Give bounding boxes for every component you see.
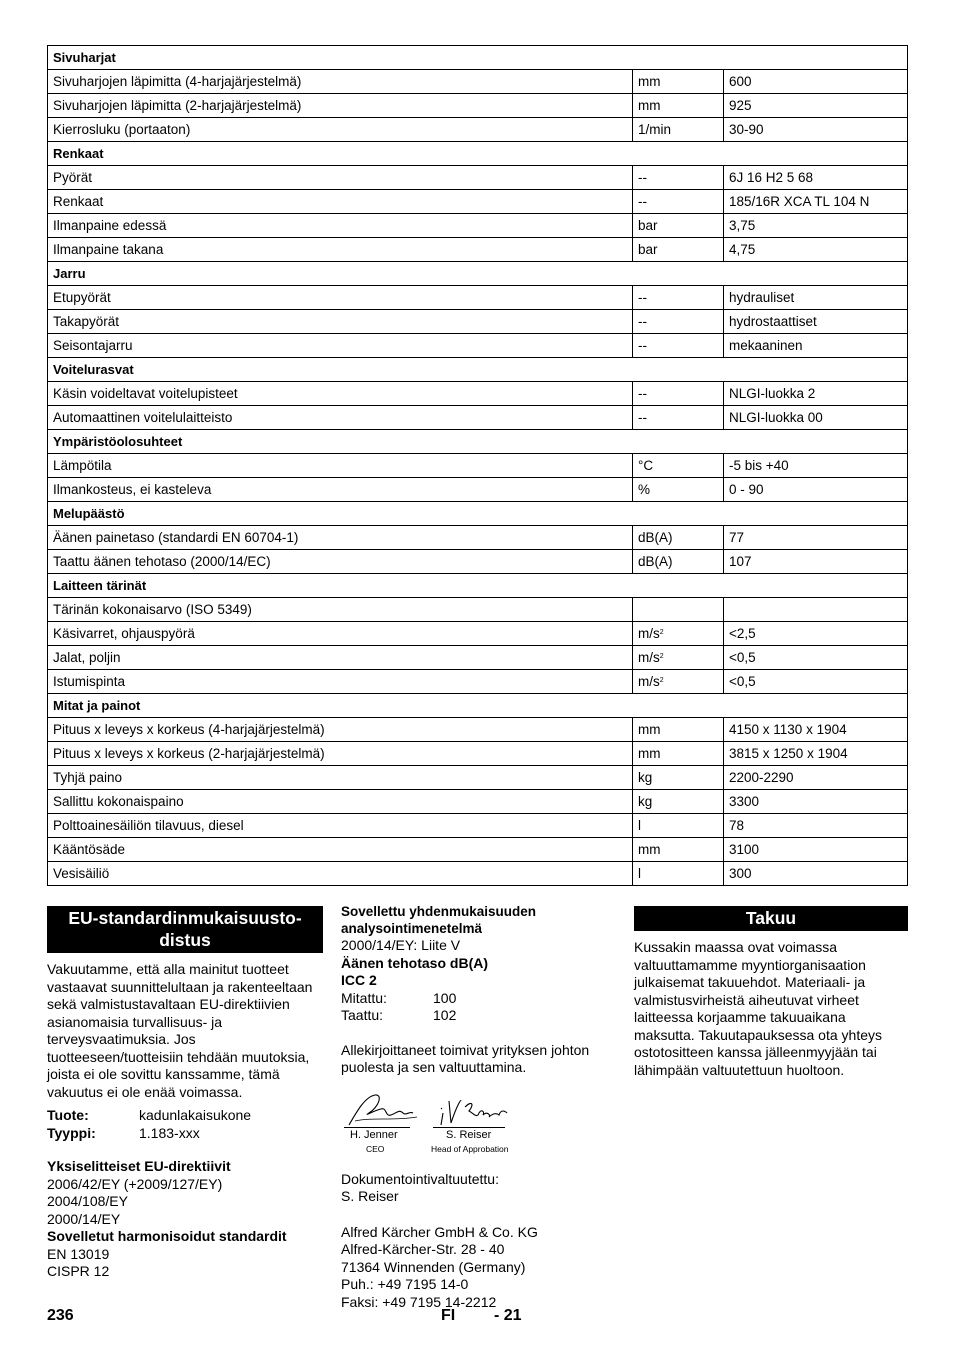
table-row xyxy=(48,190,908,214)
spec-unit xyxy=(633,622,724,646)
spec-label: Automaattinen voitelulaitteisto xyxy=(48,406,633,430)
product-label: Tuote: xyxy=(47,1107,89,1123)
noise-heading: Äänen tehotaso dB(A) xyxy=(341,954,488,971)
method-heading xyxy=(341,903,609,937)
spec-label: Sallittu kokonaispaino xyxy=(48,790,633,814)
section-title: Ympäristöolosuhteet xyxy=(48,430,908,454)
section-header-row xyxy=(48,358,908,382)
spec-unit-text: mm xyxy=(638,842,661,857)
table-row xyxy=(48,286,908,310)
table-row xyxy=(48,454,908,478)
spec-unit xyxy=(633,190,724,214)
spec-unit-text: m/s xyxy=(638,626,660,641)
spec-value: 30-90 xyxy=(724,118,908,142)
spec-unit xyxy=(633,718,724,742)
table-row xyxy=(48,214,908,238)
spec-label: Käsin voideltavat voitelupisteet xyxy=(48,382,633,406)
spec-unit xyxy=(633,94,724,118)
doc-auth-name: S. Reiser xyxy=(341,1188,399,1204)
eu-declaration-heading-text: EU-standardinmukaisuusto-distus xyxy=(68,908,302,950)
spec-unit xyxy=(633,838,724,862)
unit-superscript: 2 xyxy=(659,629,664,636)
spec-unit-text: -- xyxy=(638,170,647,185)
spec-label: Polttoainesäiliön tilavuus, diesel xyxy=(48,814,633,838)
spec-value: 2200-2290 xyxy=(724,766,908,790)
company-phone: Puh.: +49 7195 14-0 xyxy=(341,1276,469,1292)
spec-label: Pituus x leveys x korkeus (2-harjajärjestelmä) xyxy=(48,742,633,766)
spec-unit-text: -- xyxy=(638,314,647,329)
spec-unit xyxy=(633,814,724,838)
section-title: Mitat ja painot xyxy=(48,694,908,718)
spec-label: Renkaat xyxy=(48,190,633,214)
spec-unit-text: -- xyxy=(638,194,647,209)
spec-label: Ilmankosteus, ei kasteleva xyxy=(48,478,633,502)
table-row xyxy=(48,766,908,790)
spec-value: NLGI-luokka 2 xyxy=(724,382,908,406)
spec-unit xyxy=(633,862,724,886)
spec-value: 6J 16 H2 5 68 xyxy=(724,166,908,190)
spec-unit-text: l xyxy=(638,818,641,833)
guaranteed-row xyxy=(341,1007,609,1025)
spec-unit-text: bar xyxy=(638,218,658,233)
table-row xyxy=(48,814,908,838)
spec-unit xyxy=(633,790,724,814)
spec-unit-text: °C xyxy=(638,458,654,473)
spec-unit-text: l xyxy=(638,866,641,881)
spec-unit-text: dB(A) xyxy=(638,554,673,569)
spec-unit-text: -- xyxy=(638,290,647,305)
spec-unit xyxy=(633,598,724,622)
language-code: FI xyxy=(441,1307,456,1324)
measured-row xyxy=(341,990,609,1008)
spec-label: Ilmanpaine edessä xyxy=(48,214,633,238)
company-fax: Faksi: +49 7195 14-2212 xyxy=(341,1293,497,1310)
directive-item: 2006/42/EY (+2009/127/EY) xyxy=(47,1175,223,1192)
signer2-name: S. Reiser xyxy=(446,1128,492,1141)
table-row xyxy=(48,598,908,622)
spec-label: Tärinän kokonaisarvo (ISO 5349) xyxy=(48,598,633,622)
warranty-heading xyxy=(634,906,908,931)
spec-unit-text: m/s xyxy=(638,650,660,665)
spec-unit xyxy=(633,238,724,262)
spec-label: Sivuharjojen läpimitta (2-harjajärjestelmä) xyxy=(48,94,633,118)
table-row xyxy=(48,478,908,502)
section-title: Sivuharjat xyxy=(48,46,908,70)
spec-label: Takapyörät xyxy=(48,310,633,334)
standard-item: EN 13019 xyxy=(47,1245,110,1262)
spec-label: Tyhjä paino xyxy=(48,766,633,790)
spec-label: Istumispinta xyxy=(48,670,633,694)
table-row xyxy=(48,862,908,886)
spec-label: Äänen painetaso (standardi EN 60704-1) xyxy=(48,526,633,550)
table-row xyxy=(48,406,908,430)
spec-unit xyxy=(633,670,724,694)
section-title: Melupäästö xyxy=(48,502,908,526)
measured-label: Mitattu: xyxy=(341,989,387,1006)
eu-declaration-column xyxy=(47,906,323,1281)
spec-unit xyxy=(633,646,724,670)
signature-jenner-icon xyxy=(343,1091,423,1131)
table-row xyxy=(48,310,908,334)
spec-label: Sivuharjojen läpimitta (4-harjajärjestelmä) xyxy=(48,70,633,94)
table-row xyxy=(48,70,908,94)
table-row xyxy=(48,382,908,406)
page-number-total: 236 xyxy=(47,1307,74,1324)
spec-label: Pituus x leveys x korkeus (4-harjajärjestelmä) xyxy=(48,718,633,742)
spec-label: Käsivarret, ohjauspyörä xyxy=(48,622,633,646)
spec-value: mekaaninen xyxy=(724,334,908,358)
spec-value: 4150 x 1130 x 1904 xyxy=(724,718,908,742)
table-row xyxy=(48,238,908,262)
table-row xyxy=(48,670,908,694)
spec-value: 107 xyxy=(724,550,908,574)
table-row xyxy=(48,742,908,766)
section-title: Voitelurasvat xyxy=(48,358,908,382)
spec-value: <0,5 xyxy=(724,646,908,670)
directive-item: 2000/14/EY xyxy=(47,1210,121,1227)
table-row xyxy=(48,622,908,646)
conformity-column xyxy=(341,903,609,1311)
spec-unit-text: kg xyxy=(638,794,653,809)
spec-value: 0 - 90 xyxy=(724,478,908,502)
spec-unit-text: -- xyxy=(638,386,647,401)
spec-unit xyxy=(633,742,724,766)
spec-label: Seisontajarru xyxy=(48,334,633,358)
directives-heading: Yksiselitteiset EU-direktiivit xyxy=(47,1158,231,1174)
company-name: Alfred Kärcher GmbH & Co. KG xyxy=(341,1223,538,1240)
signer1-name: H. Jenner xyxy=(350,1128,398,1141)
spec-unit-text: -- xyxy=(638,338,647,353)
spec-value: <0,5 xyxy=(724,670,908,694)
spec-value: hydrauliset xyxy=(724,286,908,310)
spec-unit-text: m/s xyxy=(638,674,660,689)
table-row xyxy=(48,94,908,118)
spec-unit xyxy=(633,118,724,142)
standards-heading: Sovelletut harmonisoidut standardit xyxy=(47,1228,287,1244)
spec-value: 78 xyxy=(724,814,908,838)
product-value: kadunlakaisukone xyxy=(139,1107,252,1123)
icc-class: ICC 2 xyxy=(341,972,377,988)
spec-unit xyxy=(633,310,724,334)
page-number-local: - 21 xyxy=(494,1307,522,1324)
eu-declaration-heading xyxy=(47,906,323,953)
table-row xyxy=(48,118,908,142)
section-header-row xyxy=(48,502,908,526)
spec-value: NLGI-luokka 00 xyxy=(724,406,908,430)
spec-unit-text: mm xyxy=(638,98,661,113)
signatories-text: Allekirjoittaneet toimivat yrityksen johton puolesta ja sen valtuuttamina. xyxy=(341,1041,590,1075)
spec-unit-text: % xyxy=(638,482,651,497)
spec-value: <2,5 xyxy=(724,622,908,646)
table-row xyxy=(48,166,908,190)
standard-item: CISPR 12 xyxy=(47,1263,110,1279)
section-header-row xyxy=(48,46,908,70)
spec-label: Pyörät xyxy=(48,166,633,190)
spec-label: Kierrosluku (portaaton) xyxy=(48,118,633,142)
guaranteed-label: Taattu: xyxy=(341,1007,384,1023)
spec-unit xyxy=(633,478,724,502)
method-value: 2000/14/EY: Liite V xyxy=(341,937,461,953)
company-street: Alfred-Kärcher-Str. 28 - 40 xyxy=(341,1241,505,1257)
spec-value: 3100 xyxy=(724,838,908,862)
spec-label: Vesisäiliö xyxy=(48,862,633,886)
spec-unit xyxy=(633,70,724,94)
doc-auth-label: Dokumentointivaltuutettu: xyxy=(341,1170,499,1187)
spec-unit-text: mm xyxy=(638,746,661,761)
table-row xyxy=(48,334,908,358)
spec-unit xyxy=(633,766,724,790)
section-header-row xyxy=(48,142,908,166)
section-header-row xyxy=(48,694,908,718)
spec-unit-text: bar xyxy=(638,242,658,257)
table-row xyxy=(48,838,908,862)
signer1-title: CEO xyxy=(366,1143,385,1154)
spec-unit-text: 1/min xyxy=(638,122,672,137)
spec-label: Kääntösäde xyxy=(48,838,633,862)
guaranteed-value: 102 xyxy=(433,1007,457,1023)
type-value: 1.183-xxx xyxy=(139,1124,200,1141)
spec-value: 3815 x 1250 x 1904 xyxy=(724,742,908,766)
section-title: Laitteen tärinät xyxy=(48,574,908,598)
spec-unit xyxy=(633,454,724,478)
spec-value: hydrostaattiset xyxy=(724,310,908,334)
product-row xyxy=(47,1107,323,1125)
spec-unit xyxy=(633,214,724,238)
spec-label: Lämpötila xyxy=(48,454,633,478)
spec-unit xyxy=(633,166,724,190)
signature-line xyxy=(433,1127,505,1128)
unit-superscript: 2 xyxy=(659,653,664,660)
signature-block xyxy=(341,1091,609,1155)
type-row xyxy=(47,1125,323,1143)
method-heading-text: Sovellettu yhdenmukaisuuden analysointimenetelmä xyxy=(341,904,537,936)
spec-value: 3,75 xyxy=(724,214,908,238)
table-row xyxy=(48,790,908,814)
spec-label: Ilmanpaine takana xyxy=(48,238,633,262)
table-row xyxy=(48,646,908,670)
spec-unit xyxy=(633,526,724,550)
spec-value: -5 bis +40 xyxy=(724,454,908,478)
signature-reiser-icon xyxy=(437,1091,517,1131)
technical-data-table xyxy=(47,45,908,886)
spec-label: Etupyörät xyxy=(48,286,633,310)
eu-declaration-intro: Vakuutamme, että alla mainitut tuotteet vastaavat suunnittelultaan ja rakenteeltaan sekä valmistustavaltaan EU-direktiivien asianomaisia turvallisuus- ja terveysvaatimuksia. Jos tuotteeseen/tuotteisiin tehdään muutoksia, joista ei ole sovittu kanssamme, tämä vakuutus ei ole enää voimassa. xyxy=(47,961,313,1100)
spec-unit xyxy=(633,406,724,430)
section-header-row xyxy=(48,430,908,454)
section-header-row xyxy=(48,574,908,598)
spec-value: 185/16R XCA TL 104 N xyxy=(724,190,908,214)
table-row xyxy=(48,526,908,550)
signer2-title: Head of Approbation xyxy=(431,1143,509,1154)
unit-superscript: 2 xyxy=(659,677,664,684)
spec-unit-text: mm xyxy=(638,722,661,737)
warranty-text: Kussakin maassa ovat voimassa valtuuttamamme myyntiorganisaation julkaisemat takuuehdot. Materiaali- ja valmistusvirheistä aiheutuvat virheet laitteessa korjaamme takuuaikana maksutta. Takuutapauksessa ota yhteys ostotositteen kanssa jälleenmyyjään tai lähimpään valtuutettuun huoltoon. xyxy=(634,939,882,1078)
signature-line xyxy=(344,1127,410,1128)
measured-value: 100 xyxy=(433,989,457,1006)
spec-unit-text: kg xyxy=(638,770,653,785)
warranty-heading-text: Takuu xyxy=(745,908,797,928)
type-label: Tyyppi: xyxy=(47,1124,96,1141)
spec-label: Taattu äänen tehotaso (2000/14/EC) xyxy=(48,550,633,574)
table-row xyxy=(48,718,908,742)
warranty-column xyxy=(634,906,908,1079)
directive-item: 2004/108/EY xyxy=(47,1193,128,1209)
spec-value: 300 xyxy=(724,862,908,886)
spec-value: 925 xyxy=(724,94,908,118)
spec-value: 77 xyxy=(724,526,908,550)
spec-value: 3300 xyxy=(724,790,908,814)
spec-unit xyxy=(633,550,724,574)
spec-value xyxy=(724,598,908,622)
company-city: 71364 Winnenden (Germany) xyxy=(341,1258,526,1275)
spec-label: Jalat, poljin xyxy=(48,646,633,670)
spec-unit xyxy=(633,334,724,358)
section-header-row xyxy=(48,262,908,286)
spec-unit-text: -- xyxy=(638,410,647,425)
spec-unit xyxy=(633,382,724,406)
section-title: Renkaat xyxy=(48,142,908,166)
spec-unit-text: dB(A) xyxy=(638,530,673,545)
spec-unit xyxy=(633,286,724,310)
section-title: Jarru xyxy=(48,262,908,286)
spec-value: 600 xyxy=(724,70,908,94)
spec-unit-text: mm xyxy=(638,74,661,89)
table-row xyxy=(48,550,908,574)
spec-value: 4,75 xyxy=(724,238,908,262)
